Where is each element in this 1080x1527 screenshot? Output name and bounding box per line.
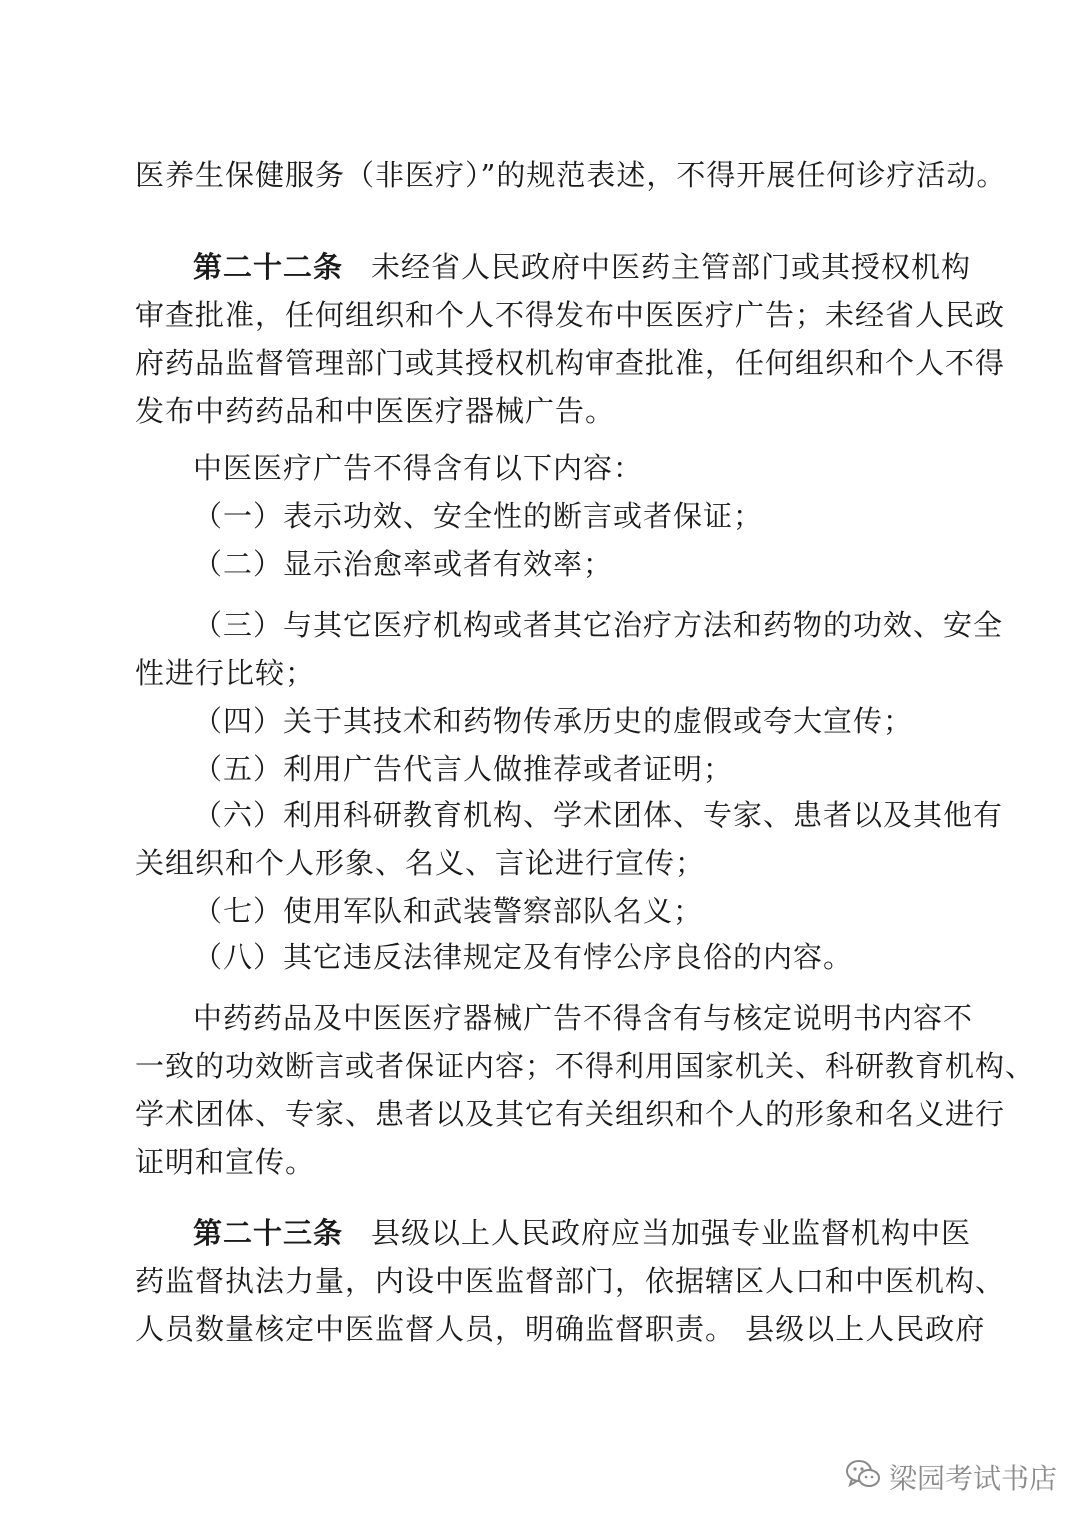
article-23-first-line	[193, 1213, 972, 1253]
list-item: （八）其它违反法律规定及有悖公序良俗的内容。	[193, 940, 854, 974]
list-item-continuation: 性进行比较；	[135, 656, 316, 690]
list-item: （二）显示治愈率或者有效率；	[193, 547, 614, 581]
paragraph-line: 一致的功效断言或者保证内容；不得利用国家机关、科研教育机构、	[135, 1049, 1036, 1083]
paragraph-line: 中医医疗广告不得含有以下内容：	[193, 451, 644, 485]
paragraph-line: 府药品监督管理部门或其授权机构审查批准，任何组织和个人不得	[135, 346, 1006, 380]
paragraph-line: 学术团体、专家、患者以及其它有关组织和个人的形象和名义进行	[135, 1097, 1006, 1131]
list-item: （六）利用科研教育机构、学术团体、专家、患者以及其他有	[193, 798, 1004, 832]
article-22-first-line	[193, 247, 972, 287]
list-item: （四）关于其技术和药物传承历史的虚假或夸大宣传；	[193, 704, 914, 738]
list-item: （一）表示功效、安全性的断言或者保证；	[193, 499, 764, 533]
paragraph-line: 审查批准，任何组织和个人不得发布中医医疗广告；未经省人民政	[135, 298, 1006, 332]
paragraph-line: 证明和宣传。	[135, 1145, 316, 1179]
list-item-continuation: 关组织和个人形象、名义、言论进行宣传；	[135, 846, 706, 880]
article-23-heading: 第二十三条	[193, 1216, 344, 1250]
article-22-text: 未经省人民政府中医药主管部门或其授权机构	[371, 250, 972, 284]
paragraph-line: 中药药品及中医医疗器械广告不得含有与核定说明书内容不	[193, 1001, 974, 1035]
list-item: （三）与其它医疗机构或者其它治疗方法和药物的功效、安全	[193, 608, 1004, 642]
paragraph-line: 药监督执法力量，内设中医监督部门，依据辖区人口和中医机构、	[135, 1264, 1006, 1298]
watermark-text: 梁园考试书店	[889, 1462, 1058, 1495]
article-22-heading: 第二十二条	[193, 250, 344, 284]
list-item: （七）使用军队和武装警察部队名义；	[193, 894, 704, 928]
wechat-icon	[845, 1458, 881, 1497]
paragraph-line: 人员数量核定中医监督人员，明确监督职责。 县级以上人民政府	[135, 1312, 986, 1346]
paragraph-line: 发布中药药品和中医医疗器械广告。	[135, 394, 616, 428]
paragraph-line: 医养生保健服务（非医疗）”的规范表述，不得开展任何诊疗活动。	[135, 158, 1007, 192]
list-item: （五）利用广告代言人做推荐或者证明；	[193, 752, 734, 786]
article-23-text: 县级以上人民政府应当加强专业监督机构中医	[371, 1216, 972, 1250]
watermark	[845, 1455, 1057, 1499]
